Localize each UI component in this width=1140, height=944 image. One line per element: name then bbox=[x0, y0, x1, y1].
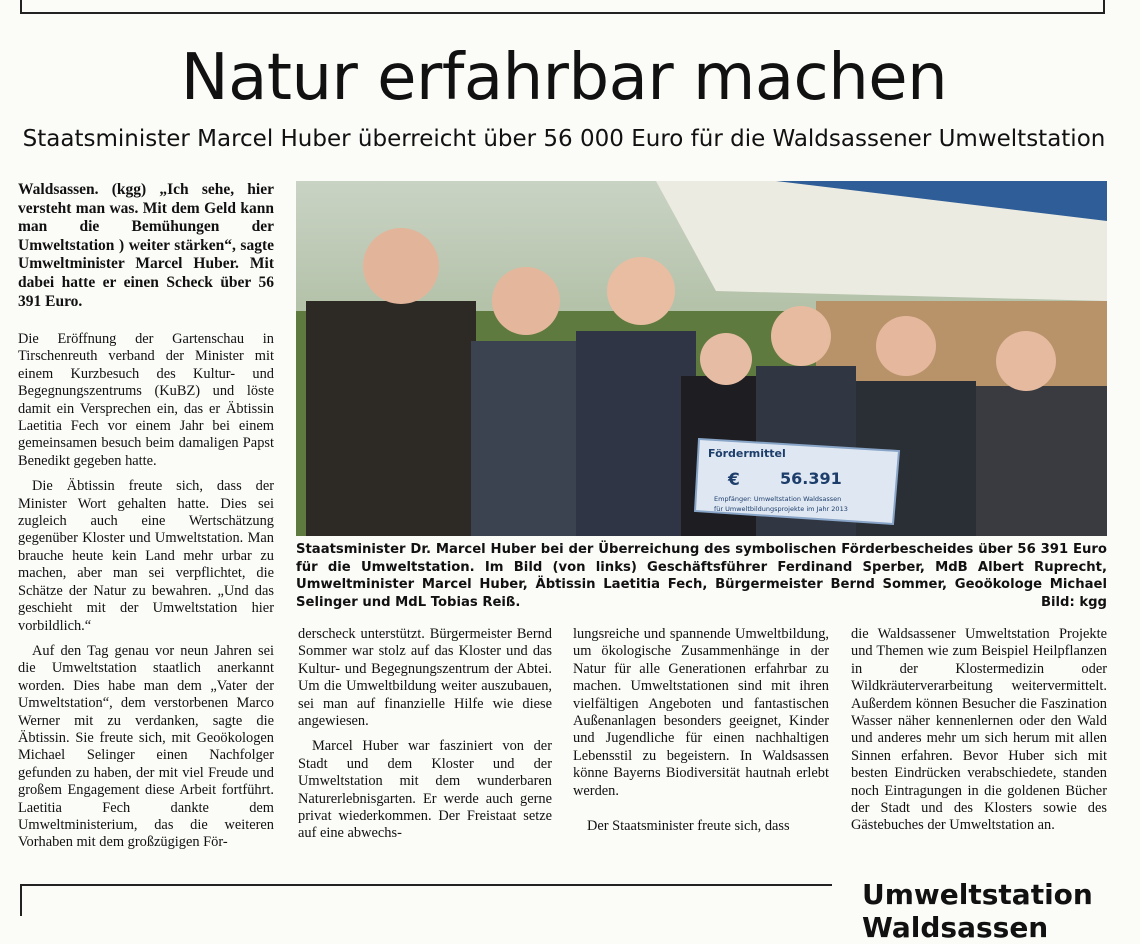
photo-caption bbox=[296, 541, 1107, 611]
paragraph: die Waldsassener Umweltstation Projekte und Themen wie zum Beispiel Heilpflanzen in der Klostermedizin oder Wildkräuterverarbeitung weitervermittelt. Außerdem können Besucher die Faszination Wasser näher kennenlernen oder den Wald und anderes mehr um sich herum mit allen Sinnen erfahren. Bevor Huber sich mit besten Eindrücken verabschiedete, standen noch Eintragungen in die goldenen Bücher der Stadt und des Klosters sowie des Gästebuches der Umweltstation an. bbox=[851, 626, 1107, 834]
caption-text: Staatsminister Dr. Marcel Huber bei der Überreichung des symbolischen Förderbescheides über 56 391 Euro für die Umweltstation. Im Bild (von links) Geschäftsführer Ferdinand Sperber, MdB Albert Ruprecht, Umweltminister Marcel Huber, Äbtissin Laetitia Fech, Bürgermeister Bernd Sommer, Geoökologe Michael Selinger und MdL Tobias Reiß. bbox=[296, 542, 1107, 610]
column-4 bbox=[851, 626, 1107, 835]
paragraph: Die Äbtissin freute sich, dass der Minister Wort gehalten hatte. Dies sei zugleich auch eine Wertschätzung gegenüber Kloster und Umweltstation. Man brauche heute kein Land mehr urbar zu machen, aber man sei verpflichtet, die Schätze der Natur zu bewahren. „Und das geschieht mit der Umweltstation hier vorbildlich.“ bbox=[18, 478, 274, 634]
lead-paragraph: Waldsassen. (kgg) „Ich sehe, hier versteht man was. Mit dem Geld kann man die Bemühungen der Umweltstation ) weiter stärken“, sagte Umweltminister Marcel Huber. Mit dabei hatte er einen Scheck über 56 391 Euro. bbox=[18, 181, 274, 310]
check-sign bbox=[695, 439, 899, 524]
paragraph: lungsreiche und spannende Umweltbildung, um ökologische Zusammenhänge in der Natur für alle Generationen erfahrbar zu machen. Umweltstationen sind mit ihren vielfältigen Angeboten und fantastischen Außenanlagen besonders geeignet, Kinder und Jugendliche für einen nachhaltigen Lebensstil zu begeistern. In Waldsassen könne Bayerns Biodiversität hautnah erlebt werden. bbox=[573, 626, 829, 799]
person-2 bbox=[471, 341, 581, 536]
person-3 bbox=[576, 331, 696, 536]
person-1 bbox=[306, 301, 476, 536]
paragraph: Die Eröffnung der Gartenschau in Tirschenreuth verband der Minister mit einem Kurzbesuch des Kultur- und Begegnungszentrums (KuBZ) und löste damit ein Versprechen ein, das er Äbtissin Laetitia Fech vor einem Jahr bei einem gemeinsamen besuch beim damaligen Papst Benedikt gegeben hatte. bbox=[18, 331, 274, 469]
check-purpose: für Umweltbildungsprojekte im Jahr 2013 bbox=[714, 505, 848, 513]
paragraph: Auf den Tag genau vor neun Jahren sei die Umweltstation staatlich anerkannt worden. Dies habe man dem „Vater der Umweltstation“, dem verstorbenen Marco Werner mit zu verdanken, sagte die Äbtissin. Sie freute sich, mit Geoökologen Michael Selinger einen Nachfolger gefunden zu haben, der mit viel Freude und großem Engagement diese Arbeit fortführt. Laetitia Fech dankte dem Umweltministerium, das die weiteren Vorhaben mit dem großzügigen För- bbox=[18, 642, 274, 851]
check-recipient: Empfänger: Umweltstation Waldsassen bbox=[714, 495, 842, 503]
check-title: Fördermittel bbox=[708, 447, 786, 460]
column-3 bbox=[573, 626, 829, 835]
column-2 bbox=[298, 626, 552, 843]
subheadline: Staatsminister Marcel Huber überreicht über 56 000 Euro für die Waldsassener Umweltstation bbox=[22, 126, 1106, 152]
paragraph: Der Staatsminister freute sich, dass bbox=[587, 818, 790, 835]
next-article-headline: Umweltstation Waldsassen bbox=[862, 878, 1093, 944]
column-1 bbox=[18, 331, 274, 852]
headline: Natur erfahrbar machen bbox=[180, 41, 948, 115]
paragraph: derscheck unterstützt. Bürgermeister Bernd Sommer war stolz auf das Kloster und das Kultur- und Begegnungszentrum der Abtei. Um die Umweltbildung weiter auszubauen, sei man auf finanzielle Hilfe wie diese angewiesen. bbox=[298, 626, 552, 730]
previous-article-frame bbox=[20, 0, 1105, 14]
person-7 bbox=[976, 386, 1107, 536]
photo-credit: Bild: kgg bbox=[1040, 594, 1107, 610]
photo-illustration bbox=[296, 181, 1107, 536]
paragraph: Marcel Huber war fasziniert von der Stadt und dem Kloster und der Umweltstation mit dem wunderbaren Naturerlebnisgarten. Er werde auch gerne privat wiederkommen. Der Freistaat setze auf eine abwechs- bbox=[298, 738, 552, 842]
euro-symbol: € bbox=[728, 470, 740, 490]
article-photo bbox=[296, 181, 1107, 536]
check-amount: 56.391 bbox=[780, 469, 842, 488]
next-article-frame bbox=[20, 884, 832, 916]
